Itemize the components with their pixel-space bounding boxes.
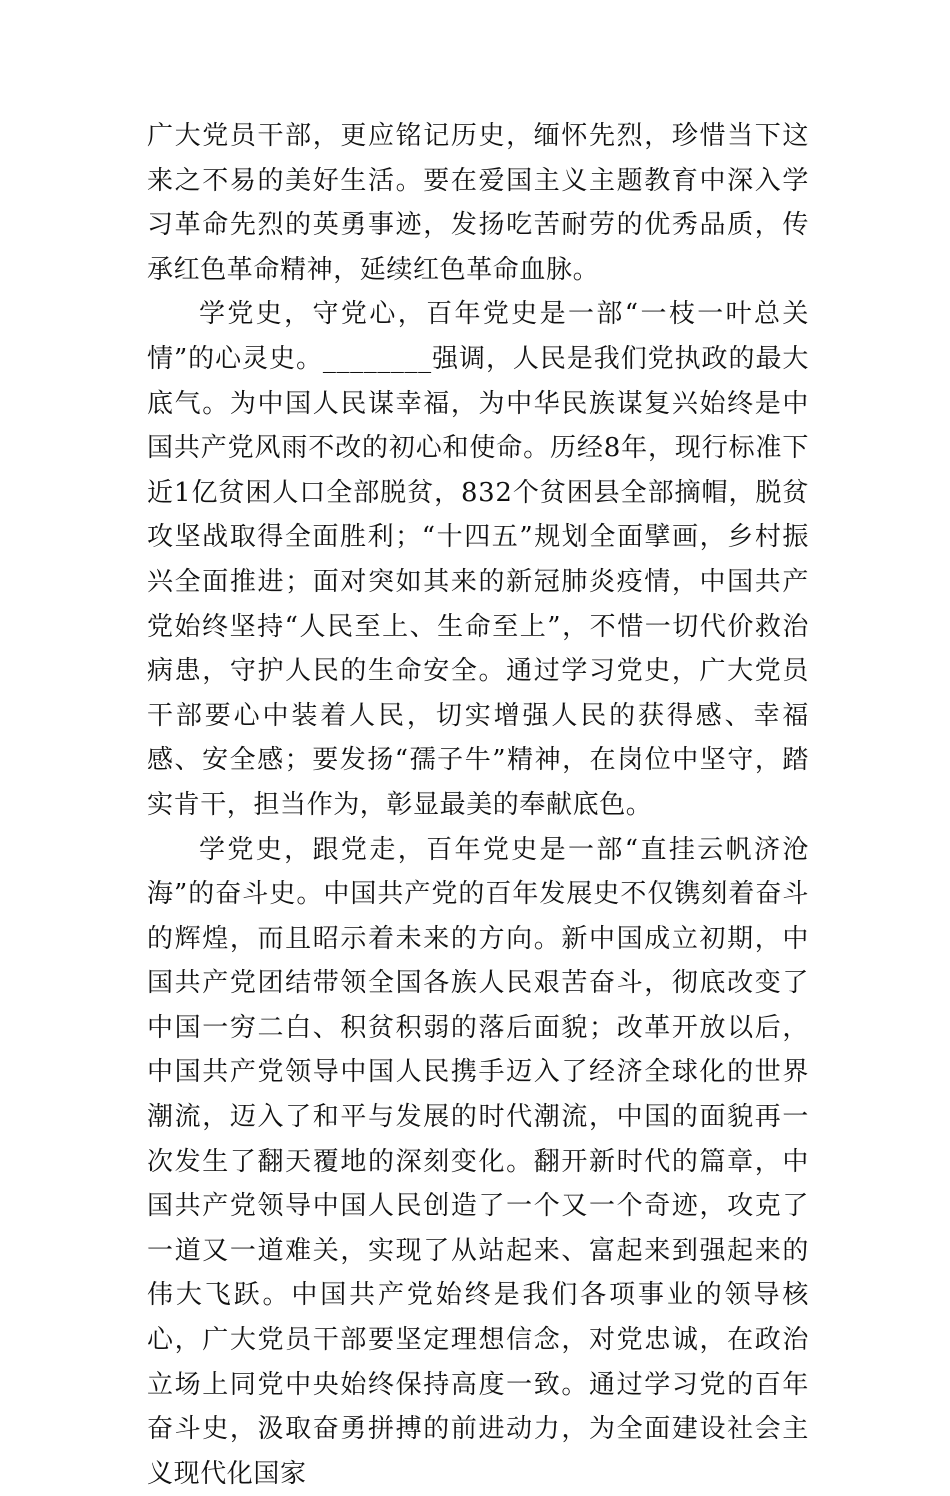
paragraph: 广大党员干部，更应铭记历史，缅怀先烈，珍惜当下这来之不易的美好生活。要在爱国主义主题教育中深入学习革命先烈的英勇事迹，发扬吃苦耐劳的优秀品质，传承红色革命精神，延续红色革命血脉。 xyxy=(147,114,809,292)
paragraph: 学党史，跟党走，百年党史是一部“直挂云帆济沧海”的奋斗史。中国共产党的百年发展史不仅镌刻着奋斗的辉煌，而且昭示着未来的方向。新中国成立初期，中国共产党团结带领全国各族人民艰苦奋斗，彻底改变了中国一穷二白、积贫积弱的落后面貌；改革开放以后，中国共产党领导中国人民携手迈入了经济全球化的世界潮流，迈入了和平与发展的时代潮流，中国的面貌再一次发生了翻天覆地的深刻变化。翻开新时代的篇章，中国共产党领导中国人民创造了一个又一个奇迹，攻克了一道又一道难关，实现了从站起来、富起来到强起来的伟大飞跃。中国共产党始终是我们各项事业的领导核心，广大党员干部要坚定理想信念，对党忠诚，在政治立场上同党中央始终保持高度一致。通过学习党的百年奋斗史，汲取奋勇拼搏的前进动力，为全面建设社会主义现代化国家 xyxy=(147,828,809,1496)
document-body xyxy=(147,114,809,1496)
paragraph: 学党史，守党心，百年党史是一部“一枝一叶总关情”的心灵史。________强调，人民是我们党执政的最大底气。为中国人民谋幸福，为中华民族谋复兴始终是中国共产党风雨不改的初心和使命。历经8年，现行标准下近1亿贫困人口全部脱贫，832个贫困县全部摘帽，脱贫攻坚战取得全面胜利；“十四五”规划全面擘画，乡村振兴全面推进；面对突如其来的新冠肺炎疫情，中国共产党始终坚持“人民至上、生命至上”，不惜一切代价救治病患，守护人民的生命安全。通过学习党史，广大党员干部要心中装着人民，切实增强人民的获得感、幸福感、安全感；要发扬“孺子牛”精神，在岗位中坚守，踏实肯干，担当作为，彰显最美的奉献底色。 xyxy=(147,292,809,827)
